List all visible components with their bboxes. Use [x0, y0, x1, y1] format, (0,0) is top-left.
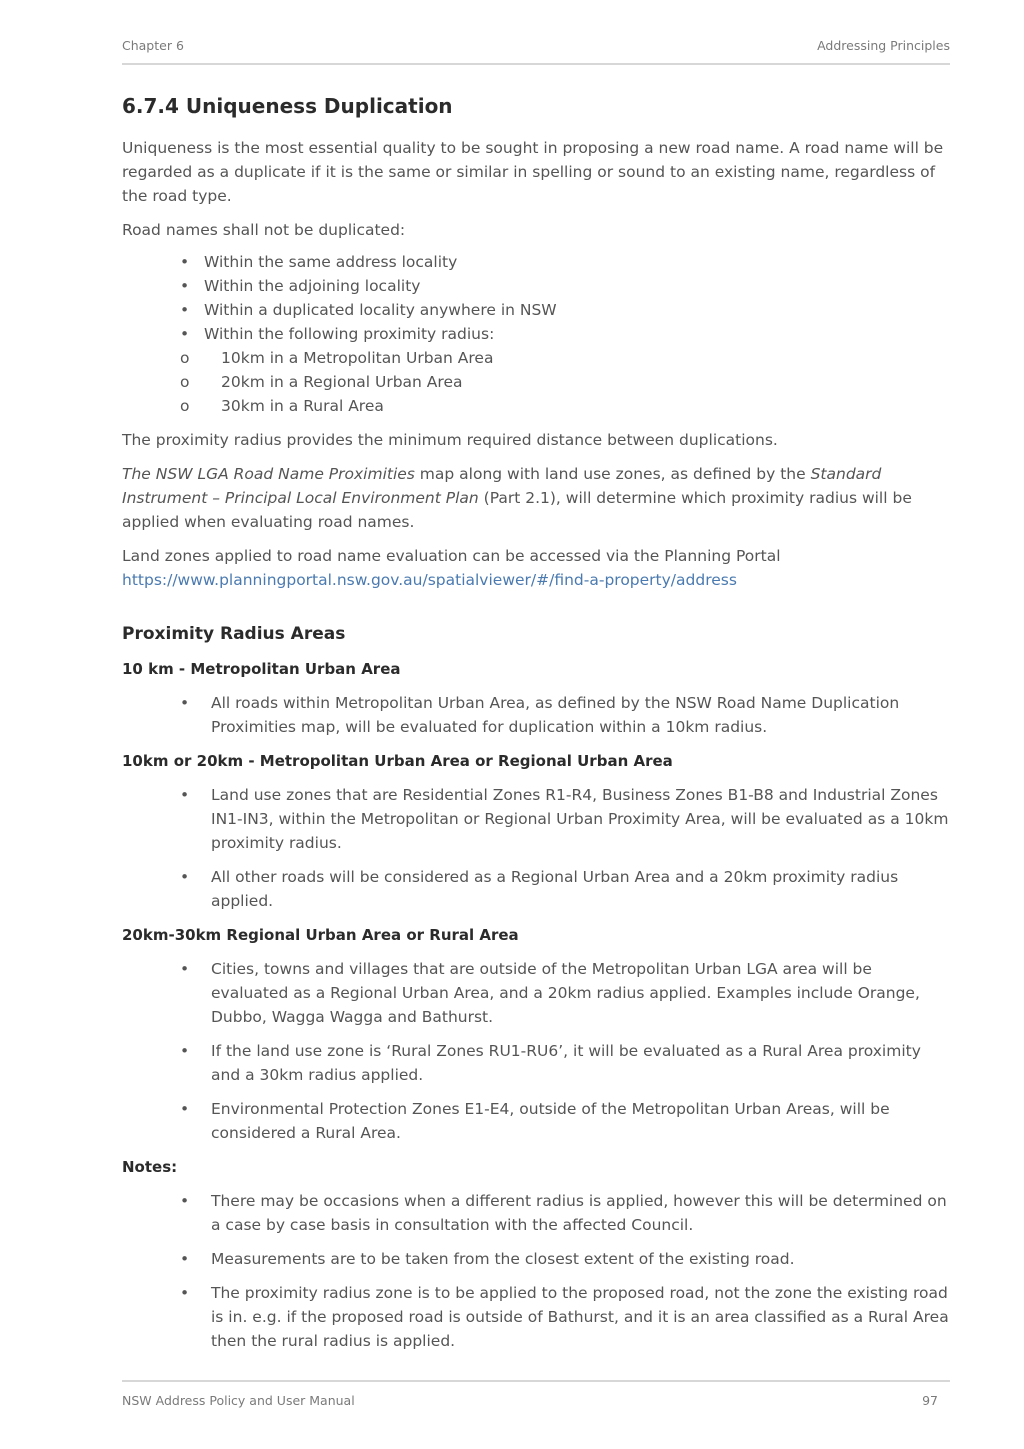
page-number: 97 [922, 1393, 938, 1408]
radius-sublist [204, 346, 950, 418]
list-item: • If the land use zone is ‘Rural Zones RU1-RU6’, it will be evaluated as a Rural Area proximity and a 30km radius applied. [180, 1039, 950, 1087]
list-item: • Environmental Protection Zones E1-E4, outside of the Metropolitan Urban Areas, will be considered a Rural Area. [180, 1097, 950, 1145]
group-heading: 20km-30km Regional Urban Area or Rural Area [122, 926, 519, 944]
map-name: The NSW LGA Road Name Proximities [122, 465, 415, 483]
list-item: • There may be occasions when a different radius is applied, however this will be determined on a case by case basis in consultation with the affected Council. [180, 1189, 950, 1237]
list-item: • Within the adjoining locality [180, 274, 950, 298]
group-heading: 10km or 20km - Metropolitan Urban Area or Regional Urban Area [122, 752, 673, 770]
duplication-rules-list [122, 250, 950, 418]
list-item: • The proximity radius zone is to be applied to the proposed road, not the zone the existing road is in. e.g. if the proposed road is outside of Bathurst, and it is an area classified as a Rural Area then the rural radius is applied. [180, 1281, 950, 1353]
section-title: 6.7.4 Uniqueness Duplication [122, 94, 453, 118]
bullet-list [122, 691, 950, 739]
page-content [122, 91, 950, 1363]
intro-paragraph: Uniqueness is the most essential quality to be sought in proposing a new road name. A road name will be regarded as a duplicate if it is the same or similar in spelling or sound to an existing name, regardless of the road type. [122, 139, 944, 205]
planning-portal-link[interactable]: https://www.planningportal.nsw.gov.au/spatialviewer/#/find-a-property/address [122, 571, 737, 589]
list-item: • Measurements are to be taken from the closest extent of the existing road. [180, 1247, 950, 1271]
list-item: • Within the same address locality [180, 250, 950, 274]
list-item: • Land use zones that are Residential Zones R1-R4, Business Zones B1-B8 and Industrial Zones IN1-IN3, within the Metropolitan or Regional Urban Proximity Area, will be evaluated as a 10km proximity radius. [180, 783, 950, 855]
instrument-name: Standard Instrument – Principal Local Environment Plan [122, 465, 882, 507]
notes-list [122, 1189, 950, 1353]
chapter-label: Chapter 6 [122, 38, 184, 53]
portal-paragraph: Land zones applied to road name evaluation can be accessed via the Planning Portal https://www.planningportal.nsw.gov.au/spatialviewer/#/find-a-property/address [122, 547, 781, 589]
proximity-title: Proximity Radius Areas [122, 624, 346, 644]
list-item: • All other roads will be considered as a Regional Urban Area and a 20km proximity radius applied. [180, 865, 950, 913]
map-paragraph: The NSW LGA Road Name Proximities map along with land use zones, as defined by the Standard Instrument – Principal Local Environment Plan (Part 2.1), will determine which proximity radius will be applied when evaluating road names. [122, 465, 912, 531]
page-header [122, 37, 950, 65]
document-title: NSW Address Policy and User Manual [122, 1393, 355, 1408]
section-label: Addressing Principles [817, 38, 950, 53]
notes-heading: Notes: [122, 1158, 178, 1176]
sublist-item: o 30km in a Rural Area [180, 394, 950, 418]
list-item-text: Within the following proximity radius: [204, 325, 495, 343]
sublist-item: o 10km in a Metropolitan Urban Area [180, 346, 950, 370]
radius-note: The proximity radius provides the minimum required distance between duplications. [122, 431, 778, 449]
page-footer [122, 1380, 950, 1408]
list-intro: Road names shall not be duplicated: [122, 221, 406, 239]
bullet-list [122, 957, 950, 1145]
list-item: • Within a duplicated locality anywhere in NSW [180, 298, 950, 322]
group-heading: 10 km - Metropolitan Urban Area [122, 660, 401, 678]
list-item: • All roads within Metropolitan Urban Area, as defined by the NSW Road Name Duplication Proximities map, will be evaluated for duplication within a 10km radius. [180, 691, 950, 739]
list-item [180, 322, 950, 418]
bullet-list [122, 783, 950, 913]
sublist-item: o 20km in a Regional Urban Area [180, 370, 950, 394]
list-item: • Cities, towns and villages that are outside of the Metropolitan Urban LGA area will be evaluated as a Regional Urban Area, and a 20km radius applied. Examples include Orange, Dubbo, Wagga Wagga and Bathurst. [180, 957, 950, 1029]
document-page [122, 0, 950, 1449]
